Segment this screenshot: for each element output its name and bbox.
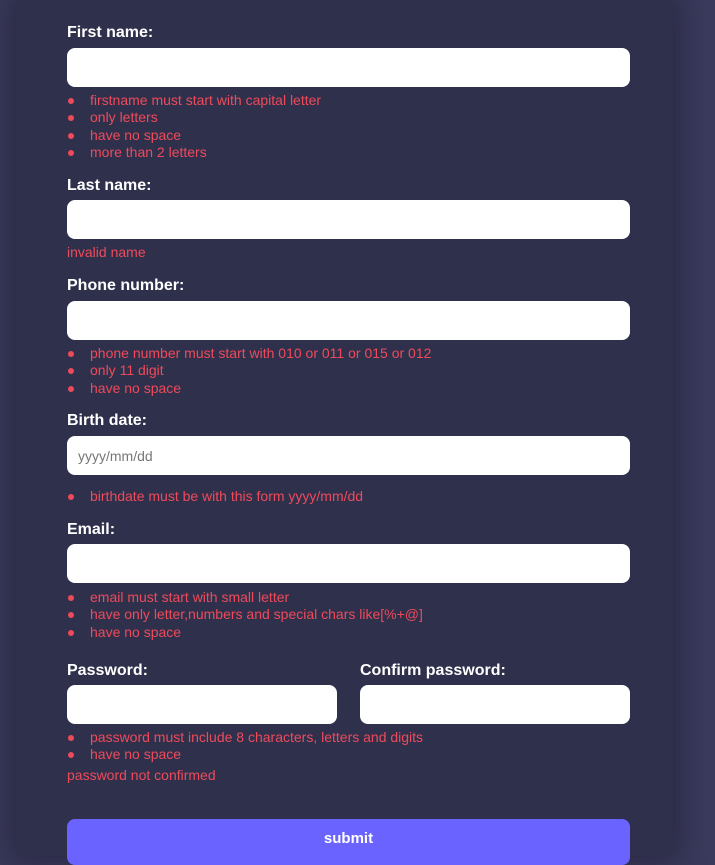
error-item: have no space	[67, 380, 431, 397]
error-item: email must start with small letter	[67, 589, 423, 606]
error-item: password must include 8 characters, letters and digits	[67, 729, 423, 746]
error-item: only letters	[67, 109, 321, 126]
email-input[interactable]	[67, 544, 630, 583]
error-item: birthdate must be with this form yyyy/mm/dd	[67, 488, 363, 505]
first-name-errors	[67, 92, 321, 161]
birth-date-input[interactable]	[67, 436, 630, 475]
email-label: Email:	[67, 521, 116, 538]
error-item: have only letter,numbers and special chars like[%+@]	[67, 606, 423, 623]
birth-date-label: Birth date:	[67, 412, 147, 429]
phone-number-input[interactable]	[67, 301, 630, 340]
first-name-input[interactable]	[67, 48, 630, 87]
email-errors	[67, 589, 423, 641]
error-item: have no space	[67, 624, 423, 641]
error-item: have no space	[67, 127, 321, 144]
submit-button[interactable]: submit	[67, 819, 630, 865]
last-name-input[interactable]	[67, 200, 630, 239]
last-name-error: invalid name	[67, 244, 146, 260]
confirm-password-input[interactable]	[360, 685, 630, 724]
phone-number-label: Phone number:	[67, 277, 185, 294]
birth-date-errors	[67, 488, 363, 505]
last-name-label: Last name:	[67, 177, 152, 194]
phone-number-errors	[67, 345, 431, 397]
password-input[interactable]	[67, 685, 337, 724]
error-item: firstname must start with capital letter	[67, 92, 321, 109]
error-item: have no space	[67, 746, 423, 763]
confirm-password-error: password not confirmed	[67, 767, 216, 783]
confirm-password-label: Confirm password:	[360, 662, 506, 679]
password-errors	[67, 729, 423, 764]
error-item: only 11 digit	[67, 362, 431, 379]
error-item: phone number must start with 010 or 011 or 015 or 012	[67, 345, 431, 362]
error-item: more than 2 letters	[67, 144, 321, 161]
first-name-label: First name:	[67, 24, 154, 41]
password-label: Password:	[67, 662, 148, 679]
